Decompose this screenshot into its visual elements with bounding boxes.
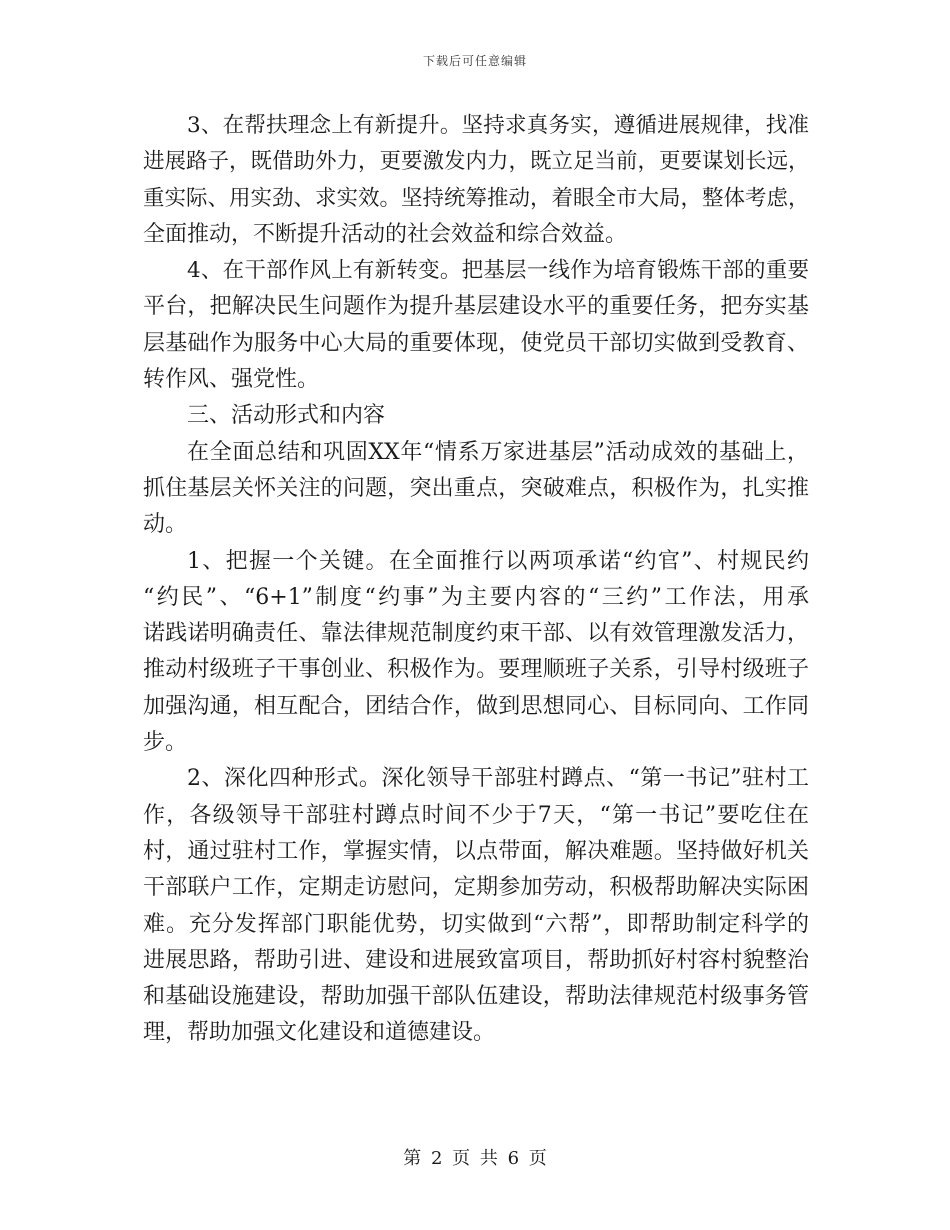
text-line: 理，帮助加强文化建设和道德建设。 (143, 1020, 496, 1046)
text-line: 作，各级领导干部驻村蹲点时间不少于7天，“第一书记”要吃住在 (143, 802, 809, 828)
text-line: 难。充分发挥部门职能优势，切实做到“六帮”，即帮助制定科学的 (143, 911, 809, 937)
text-line: 层基础作为服务中心大局的重要体现，使党员干部切实做到受教育、 (143, 330, 809, 356)
text-line: 动。 (143, 512, 188, 538)
page-number-footer: 第 2 页 共 6 页 (403, 1148, 547, 1169)
text-line: 重实际、用实劲、求实效。坚持统筹推动，着眼全市大局，整体考虑， (143, 185, 810, 211)
text-line: 在全面总结和巩固XX年“情系万家进基层”活动成效的基础上， (187, 439, 809, 465)
text-line: 干部联户工作，定期走访慰问，定期参加劳动，积极帮助解决实际困 (143, 875, 809, 901)
text-line: 2、深化四种形式。深化领导干部驻村蹲点、“第一书记”驻村工 (187, 766, 809, 792)
page-header-note: 下载后可任意编辑 (422, 54, 527, 68)
text-line: “约民”、“6+1”制度“约事”为主要内容的“三约”工作法，用承 (143, 584, 809, 610)
text-line: 推动村级班子干事创业、积极作为。要理顺班子关系，引导村级班子 (143, 657, 809, 683)
document-body (143, 108, 809, 1052)
text-line: 3、在帮扶理念上有新提升。坚持求真务实，遵循进展规律，找准 (187, 113, 809, 138)
section-heading: 三、活动形式和内容 (187, 403, 386, 429)
text-line: 进展思路，帮助引进、建设和进展致富项目，帮助抓好村容村貌整治 (143, 947, 809, 973)
text-line: 加强沟通，相互配合，团结合作，做到思想同心、目标同向、工作同 (143, 693, 809, 719)
text-line: 抓住基层关怀关注的问题，突出重点，突破难点，积极作为，扎实推 (143, 475, 809, 501)
text-line: 诺践诺明确责任、靠法律规范制度约束干部、以有效管理激发活力， (143, 621, 809, 647)
text-line: 4、在干部作风上有新转变。把基层一线作为培育锻炼干部的重要 (187, 258, 809, 284)
text-line: 进展路子，既借助外力，更要激发内力，既立足当前，更要谋划长远， (143, 149, 810, 175)
text-line: 平台，把解决民生问题作为提升基层建设水平的重要任务，把夯实基 (143, 294, 809, 320)
text-line: 全面推动，不断提升活动的社会效益和综合效益。 (143, 221, 628, 247)
text-line: 和基础设施建设，帮助加强干部队伍建设，帮助法律规范村级事务管 (143, 984, 809, 1010)
text-line: 步。 (143, 730, 188, 756)
text-line: 转作风、强党性。 (143, 367, 320, 393)
text-line: 1、把握一个关键。在全面推行以两项承诺“约官”、村规民约 (187, 548, 809, 574)
text-line: 村，通过驻村工作，掌握实情，以点带面，解决难题。坚持做好机关 (143, 838, 809, 864)
